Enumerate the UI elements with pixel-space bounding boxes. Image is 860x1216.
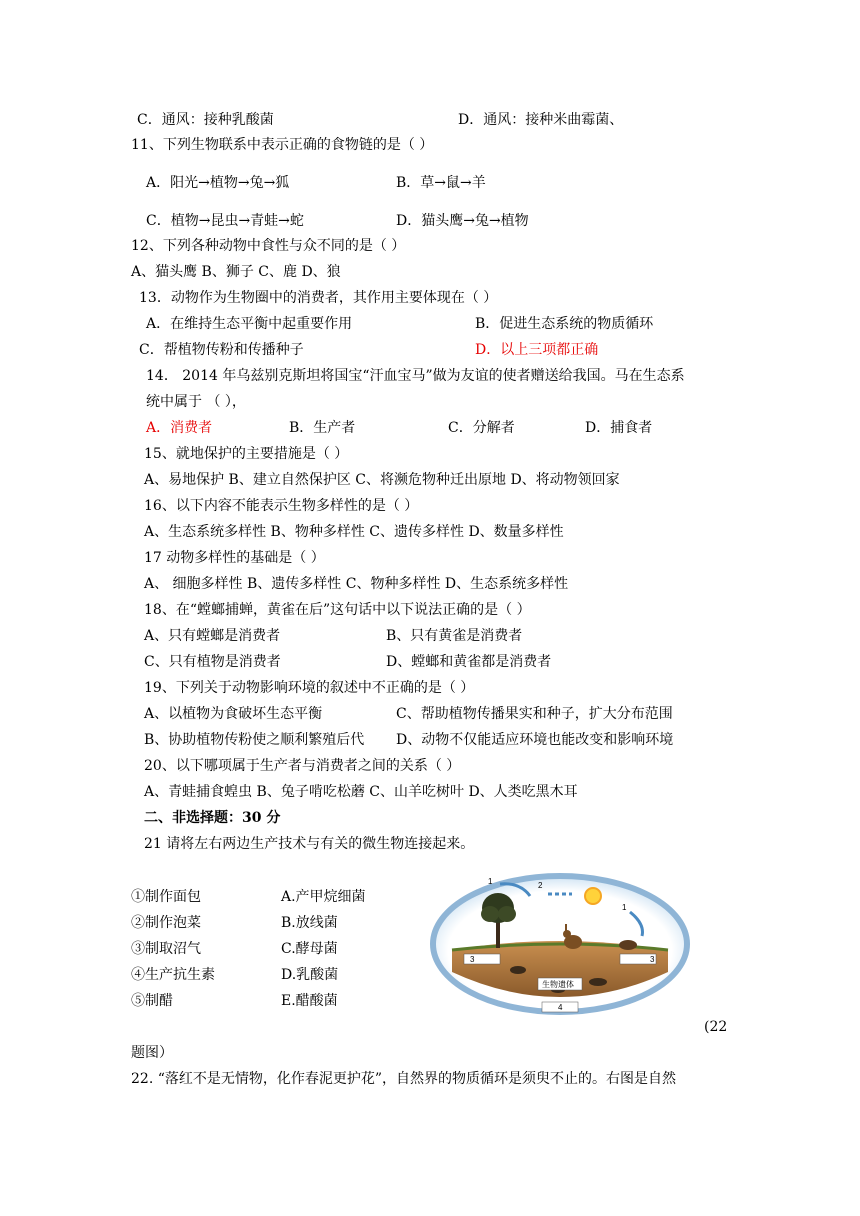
q21-right-item: A.产甲烷细菌 — [281, 889, 366, 905]
q21-stem: 21 请将左右两边生产技术与有关的微生物连接起来。 — [144, 836, 475, 852]
q17-options: A、 细胞多样性 B、遗传多样性 C、物种多样性 D、生态系统多样性 — [144, 576, 569, 592]
ecosystem-cycle-diagram — [430, 872, 690, 1020]
q16-stem: 16、以下内容不能表示生物多样性的是（ ） — [144, 498, 419, 514]
q18-option-a: A、只有螳螂是消费者 — [144, 628, 281, 644]
q20-stem: 20、以下哪项属于生产者与消费者之间的关系（ ） — [144, 758, 461, 774]
q21-left-item: ②制作泡菜 — [131, 915, 201, 931]
q18-option-d: D、螳螂和黄雀都是消费者 — [386, 654, 552, 670]
q10-option-d: D．通风：接种米曲霉菌、 — [458, 112, 624, 128]
q21-left-item: ⑤制醋 — [131, 993, 173, 1009]
q19-option-b: B、协助植物传粉使之顺利繁殖后代 — [144, 732, 365, 748]
q13-stem: 13．动物作为生物圈中的消费者，其作用主要体现在（ ） — [139, 290, 498, 306]
q13-option-c: C．帮植物传粉和传播种子 — [139, 342, 304, 358]
diagram-label: 1 — [622, 903, 627, 912]
q18-option-c: C、只有植物是消费者 — [144, 654, 281, 670]
q19-option-d: D、动物不仅能适应环境也能改变和影响环境 — [396, 732, 674, 748]
q14-option-a-answer: A．消费者 — [146, 420, 213, 436]
q18-stem: 18、在“螳螂捕蝉，黄雀在后”这句话中以下说法正确的是（ ） — [144, 602, 531, 618]
q21-left-item: ④生产抗生素 — [131, 967, 215, 983]
q21-right-item: C.酵母菌 — [281, 941, 338, 957]
q12-stem: 12、下列各种动物中食性与众不同的是（ ） — [131, 238, 406, 254]
q11-option-b: B．草→鼠→羊 — [396, 175, 486, 191]
figure-caption-part2: 题图） — [131, 1045, 173, 1061]
q12-options: A、猫头鹰 B、狮子 C、鹿 D、狼 — [131, 264, 341, 280]
diagram-label: 2 — [538, 881, 543, 890]
q20-options: A、青蛙捕食蝗虫 B、兔子啃吃松蘑 C、山羊吃树叶 D、人类吃黑木耳 — [144, 784, 578, 800]
q13-option-b: B．促进生态系统的物质循环 — [475, 316, 654, 332]
q14-option-d: D．捕食者 — [585, 420, 653, 436]
remains-label: 生物遗体 — [542, 980, 574, 989]
q14-option-b: B．生产者 — [289, 420, 356, 436]
q14-stem-line1: 14． 2014 年乌兹别克斯坦将国宝“汗血宝马”做为友谊的使者赠送给我国。马在生态系 — [146, 368, 685, 384]
q21-right-item: E.醋酸菌 — [281, 993, 338, 1009]
diagram-label: 3 — [650, 955, 655, 964]
q14-stem-line2: 统中属于 （ ）， — [146, 394, 246, 410]
q13-option-d-answer: D．以上三项都正确 — [475, 342, 599, 358]
figure-caption-part1: (22 — [704, 1019, 728, 1035]
q19-option-a: A、以植物为食破坏生态平衡 — [144, 706, 323, 722]
q21-right-item: B.放线菌 — [281, 915, 338, 931]
q19-stem: 19、下列关于动物影响环境的叙述中不正确的是（ ） — [144, 680, 475, 696]
diagram-label: 3 — [470, 955, 475, 964]
q11-option-a: A．阳光→植物→兔→狐 — [146, 175, 290, 191]
section2-title: 二、非选择题：30 分 — [144, 810, 281, 826]
q21-left-item: ③制取沼气 — [131, 941, 201, 957]
q15-stem: 15、就地保护的主要措施是（ ） — [144, 446, 349, 462]
q11-option-d: D．猫头鹰→兔→植物 — [396, 213, 529, 229]
q21-left-item: ①制作面包 — [131, 889, 201, 905]
diagram-label: 1 — [488, 877, 493, 886]
q14-option-c: C．分解者 — [448, 420, 515, 436]
q11-stem: 11、下列生物联系中表示正确的食物链的是（ ） — [131, 137, 434, 153]
q17-stem: 17 动物多样性的基础是（ ） — [144, 550, 325, 566]
q21-right-item: D.乳酸菌 — [281, 967, 339, 983]
animal-icon — [619, 940, 637, 950]
q19-option-c: C、帮助植物传播果实和种子，扩大分布范围 — [396, 706, 673, 722]
diagram-label: 4 — [558, 1003, 563, 1012]
q15-options: A、易地保护 B、建立自然保护区 C、将濒危物种迁出原地 D、将动物领回家 — [144, 472, 620, 488]
sun-icon — [585, 888, 601, 904]
q10-option-c: C．通风：接种乳酸菌 — [137, 112, 274, 128]
q22-stem-line1: 22. “落红不是无情物，化作春泥更护花”，自然界的物质循环是须臾不止的。右图是自然 — [131, 1071, 677, 1087]
q11-option-c: C．植物→昆虫→青蛙→蛇 — [146, 213, 304, 229]
q13-option-a: A．在维持生态平衡中起重要作用 — [146, 316, 353, 332]
q18-option-b: B、只有黄雀是消费者 — [386, 628, 523, 644]
q16-options: A、生态系统多样性 B、物种多样性 C、遗传多样性 D、数量多样性 — [144, 524, 564, 540]
